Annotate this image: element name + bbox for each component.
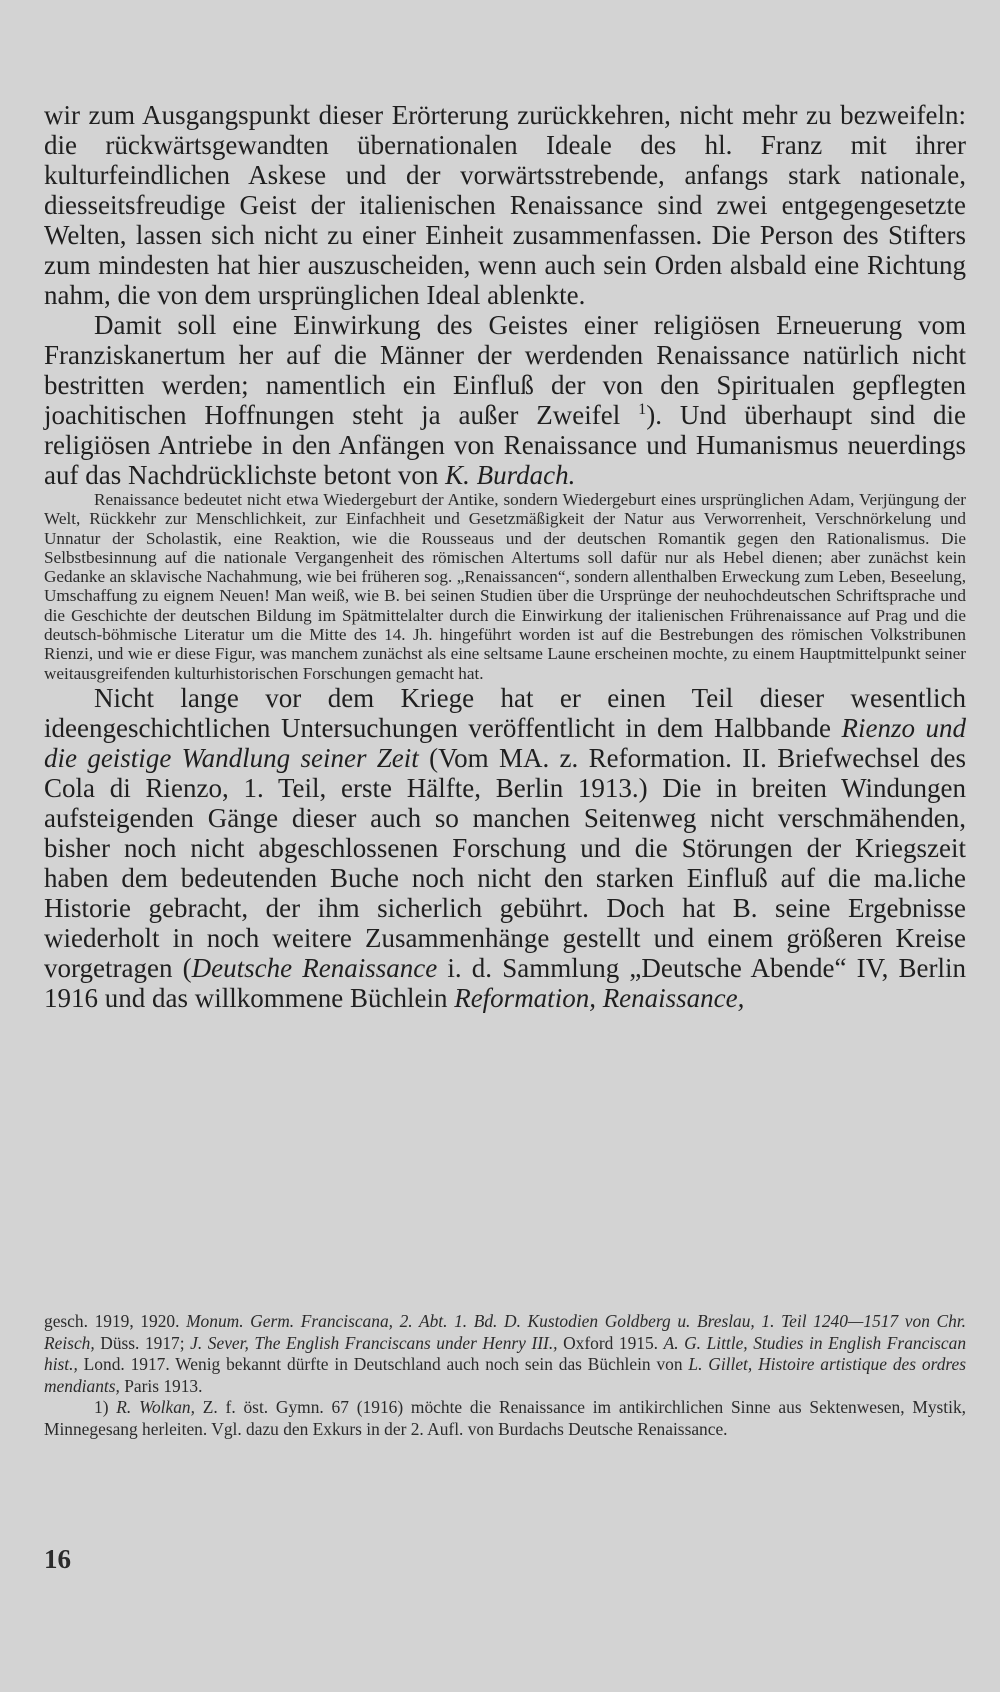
footnote-1-b: Düss. 1917;: [94, 1332, 191, 1353]
paragraph-4-a: Nicht lange vor dem Kriege hat er einen Teil dieser wesentlich ideengeschichtlichen Untersuchungen veröffentlicht in dem Halbbande: [44, 682, 966, 743]
author-burdach: K. Burdach.: [445, 460, 576, 490]
paragraph-4-c: i. d. Sammlung „Deutsche Abende“ IV, Berlin 1916 und das willkommene Büchlein: [44, 952, 967, 1013]
paragraph-3-text: Und überhaupt sind die religiösen Antriebe in den Anfängen von Renaissance und Humanismus neuerdings auf das Nachdrücklichste betont von: [44, 400, 967, 490]
title-rienzo: Rienzo und die geistige Wandlung seiner Zeit: [44, 712, 966, 773]
paragraph-1: wir zum Ausgangspunkt dieser Erörterung zurückkehren, nicht mehr zu bezweifeln: die rückwärtsgewandten übernationalen Ideale des hl. Franz mit ihrer kulturfeindlichen Askese und der vorwärtsstrebende, anfangs stark nationale, diesseitsfreudige Geist der italienischen Renaissance sind zwei entgegengesetzte Welten, lassen sich nicht zu einer Einheit zusammenfassen. Die Person des Stifters zum mindesten hat hier auszuscheiden, wenn auch sein Orden alsbald eine Richtung nahm, die von dem ursprünglichen Ideal ablenkte.: [44, 100, 966, 310]
footnote-1-italic-2: J. Sever, The English Franciscans under Henry III.,: [190, 1332, 558, 1353]
paragraph-2-text: Damit soll eine Einwirkung des Geistes einer religiösen Erneuerung vom Franziskanertum her auf die Männer der werdenden Renaissance natürlich nicht bestritten werden; namentlich ein Einfluß der von den Spiritualen gepflegten joachitischen Hoffnungen steht ja außer Zweifel: [44, 310, 966, 430]
page-number: 16: [44, 1544, 71, 1574]
footnote-1-italic-3: A. G. Little, Studies in English Franciscan hist.,: [44, 1332, 967, 1374]
main-text: [44, 100, 966, 1013]
footnote-1-e: Paris 1913.: [119, 1375, 203, 1396]
paragraph-2-end: ).: [646, 400, 662, 430]
paragraph-4: [44, 683, 966, 1013]
small-print-paragraph: Renaissance bedeutet nicht etwa Wiedergeburt der Antike, sondern Wiedergeburt eines ursprünglichen Adam, Verjüngung der Welt, Rückkehr zur Menschlichkeit, zur Einfachheit und Gesetzmäßigkeit der Natur aus Verworrenheit, Verschnörkelung und Unnatur der Scholastik, eine Reaktion, wie die Rousseaus und der deutschen Romantik gegen den Rationalismus. Die Selbstbesinnung auf die nationale Vergangenheit des römischen Altertums soll dafür nur als Hebel dienen; aber zunächst kein Gedanke an sklavische Nachahmung, wie bei früheren sog. „Renaissancen“, sondern allenthalben Erweckung zum Leben, Beseelung, Umschaffung zu eignem Neuen! Man weiß, wie B. bei seinen Studien über die Ursprünge der neuhochdeutschen Schriftsprache und die Geschichte der deutschen Bildung im Spätmittelalter durch die Einwirkung der italienischen Frührenaissance auf Prag und die deutsch-böhmische Literatur um die Mitte des 14. Jh. hingeführt worden ist auf die Bestrebungen des römischen Volkstribunen Rienzi, und wie er diese Figur, was manchem zunächst als eine seltsame Laune erscheinen mochte, zu einem Hauptmittelpunkt seiner weitausgreifenden kulturhistorischen Forschungen gemacht hat.: [44, 490, 966, 683]
paragraph-4-b: (Vom MA. z. Reformation. II. Briefwechsel des Cola di Rienzo, 1. Teil, erste Hälfte, Berlin 1913.) Die in breiten Windungen aufsteigenden Gänge dieser auch so manchen Seitenweg nicht verschmähenden, bisher noch nicht abgeschlossenen Forschung und die Störungen der Kriegszeit haben dem bedeutenden Buche noch nicht den starken Einfluß auf die ma.liche Historie gebracht, der ihm sicherlich gebührt. Doch hat B. seine Ergebnisse wiederholt in noch weitere Zusammenhänge gestellt und einem größeren Kreise vorgetragen (: [44, 742, 966, 983]
footnote-1-c: Oxford 1915.: [557, 1332, 664, 1353]
footnote-1-d: Lond. 1917. Wenig bekannt dürfte in Deutschland auch noch sein das Büchlein von: [77, 1354, 689, 1374]
footnote-1-italic-4: L. Gillet, Histoire artistique des ordres mendiants,: [44, 1354, 966, 1396]
paragraph-2: [44, 310, 966, 490]
title-reformation: Reformation, Renaissance,: [454, 982, 745, 1013]
footnotes: [44, 1311, 966, 1440]
footnote-continuation: [44, 1311, 966, 1397]
footnote-1: [44, 1397, 966, 1440]
footnote-1-italic-1: Monum. Germ. Franciscana, 2. Abt. 1. Bd. D. Kustodien Goldberg u. Breslau, 1. Teil 1240—1517 von Chr. Reisch,: [44, 1311, 966, 1353]
footnote-text: Z. f. öst. Gymn. 67 (1916) möchte die Renaissance im antikirchlichen Sinne aus Sektenwesen, Mystik, Minnegesang herleiten. Vgl. dazu den Exkurs in der 2. Aufl. von Burdachs Deutsche Renaissance.: [44, 1397, 966, 1439]
title-deutsche-renaissance: Deutsche Renaissance: [191, 952, 438, 983]
footnote-author: R. Wolkan,: [116, 1397, 195, 1417]
footnote-ref-1: 1: [638, 400, 647, 418]
footnote-1-a: gesch. 1919, 1920.: [44, 1311, 187, 1331]
footnote-number: 1): [94, 1397, 117, 1417]
